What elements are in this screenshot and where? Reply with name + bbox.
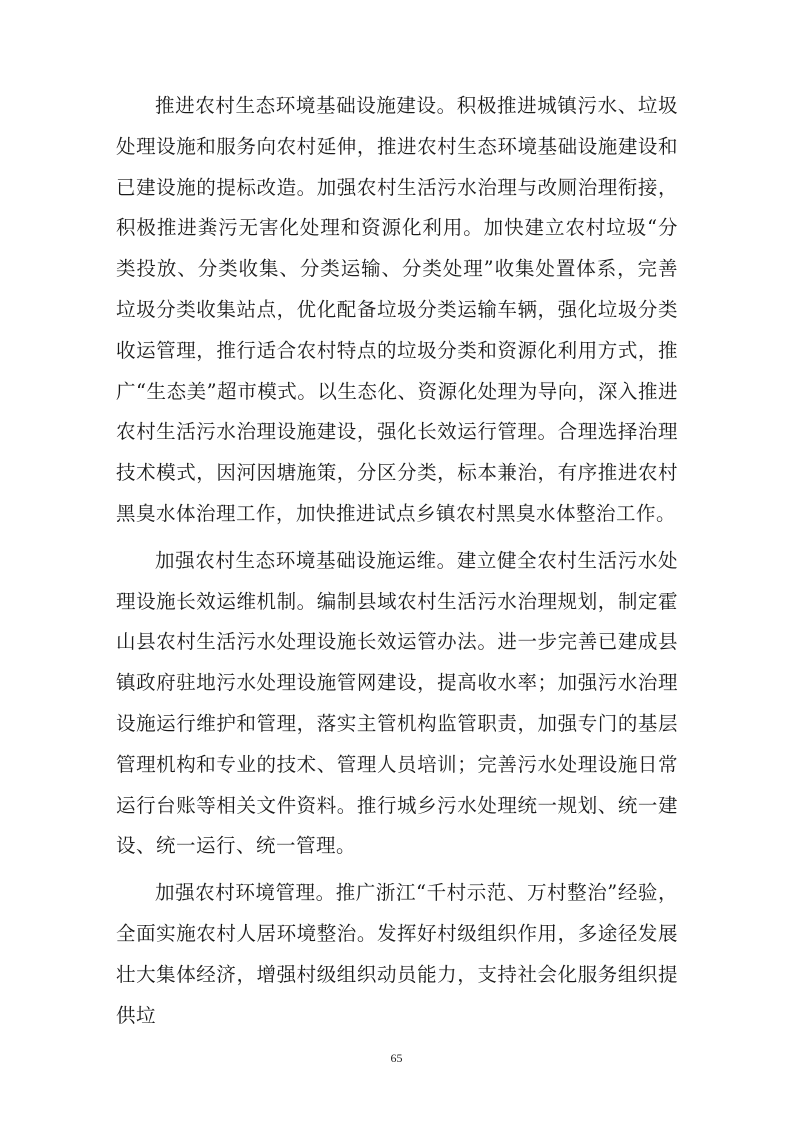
paragraph-rural-infrastructure-maintenance: 加强农村生态环境基础设施运维。建立健全农村生活污水处理设施长效运维机制。编制县域农村生活污水治理规划，制定霍山县农村生活污水处理设施长效运管办法。进一步完善已建成县镇政府驻地污水处理设施管网建设，提高收水率；加强污水治理设施运行维护和管理，落实主管机构监管职责，加强专门的基层管理机构和专业的技术、管理人员培训；完善污水处理设施日常运行台账等相关文件资料。推行城乡污水处理统一规划、统一建设、统一运行、统一管理。	[116, 548, 678, 858]
page-number: 65	[390, 1051, 403, 1065]
body-text	[116, 86, 678, 1042]
paragraph-rural-environment-management: 加强农村环境管理。推广浙江“千村示范、万村整治”经验，全面实施农村人居环境整治。发挥好村级组织作用，多途径发展壮大集体经济，增强村级组织动员能力，支持社会化服务组织提供垃	[116, 881, 678, 1027]
paragraph-rural-infrastructure-construction: 推进农村生态环境基础设施建设。积极推进城镇污水、垃圾处理设施和服务向农村延伸，推进农村生态环境基础设施建设和已建设施的提标改造。加强农村生活污水治理与改厕治理衔接，积极推进粪污无害化处理和资源化利用。加快建立农村垃圾“分类投放、分类收集、分类运输、分类处理”收集处置体系，完善垃圾分类收集站点，优化配备垃圾分类运输车辆，强化垃圾分类收运管理，推行适合农村特点的垃圾分类和资源化利用方式，推广“生态美”超市模式。以生态化、资源化处理为导向，深入推进农村生活污水治理设施建设，强化长效运行管理。合理选择治理技术模式，因河因塘施策，分区分类，标本兼治，有序推进农村黑臭水体治理工作，加快推进试点乡镇农村黑臭水体整治工作。	[116, 94, 678, 525]
